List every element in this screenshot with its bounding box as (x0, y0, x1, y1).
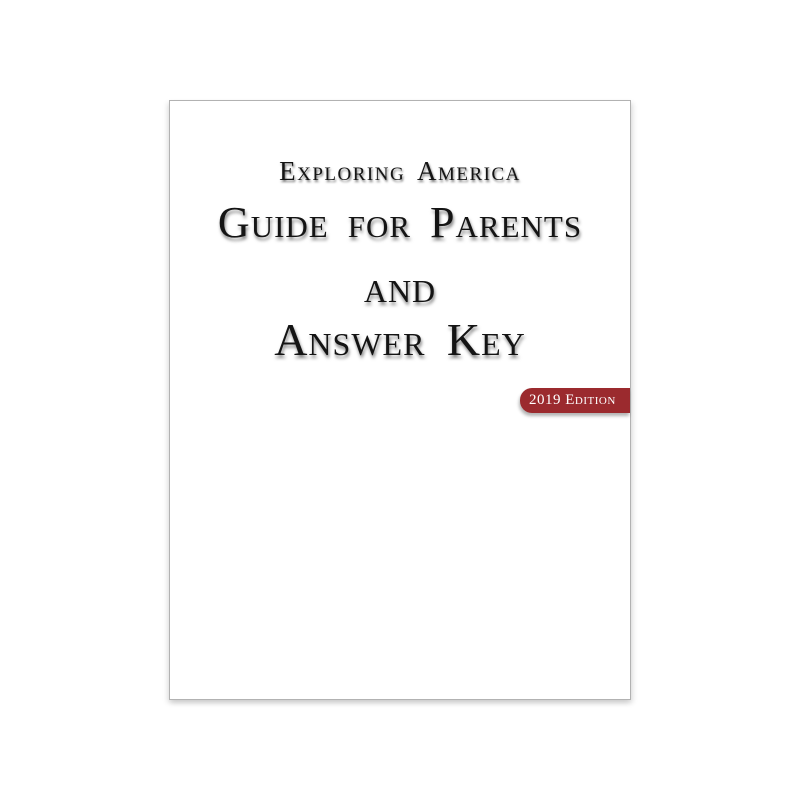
book-cover-page (169, 100, 631, 700)
title-line-answer-key: Answer Key (274, 314, 526, 365)
title-line-guide-for-parents: Guide for Parents (217, 198, 583, 247)
edition-badge (520, 388, 630, 413)
title-line-and: and (363, 261, 437, 312)
series-title: Exploring America (279, 156, 521, 186)
edition-badge-label: 2019 Edition (529, 392, 616, 408)
